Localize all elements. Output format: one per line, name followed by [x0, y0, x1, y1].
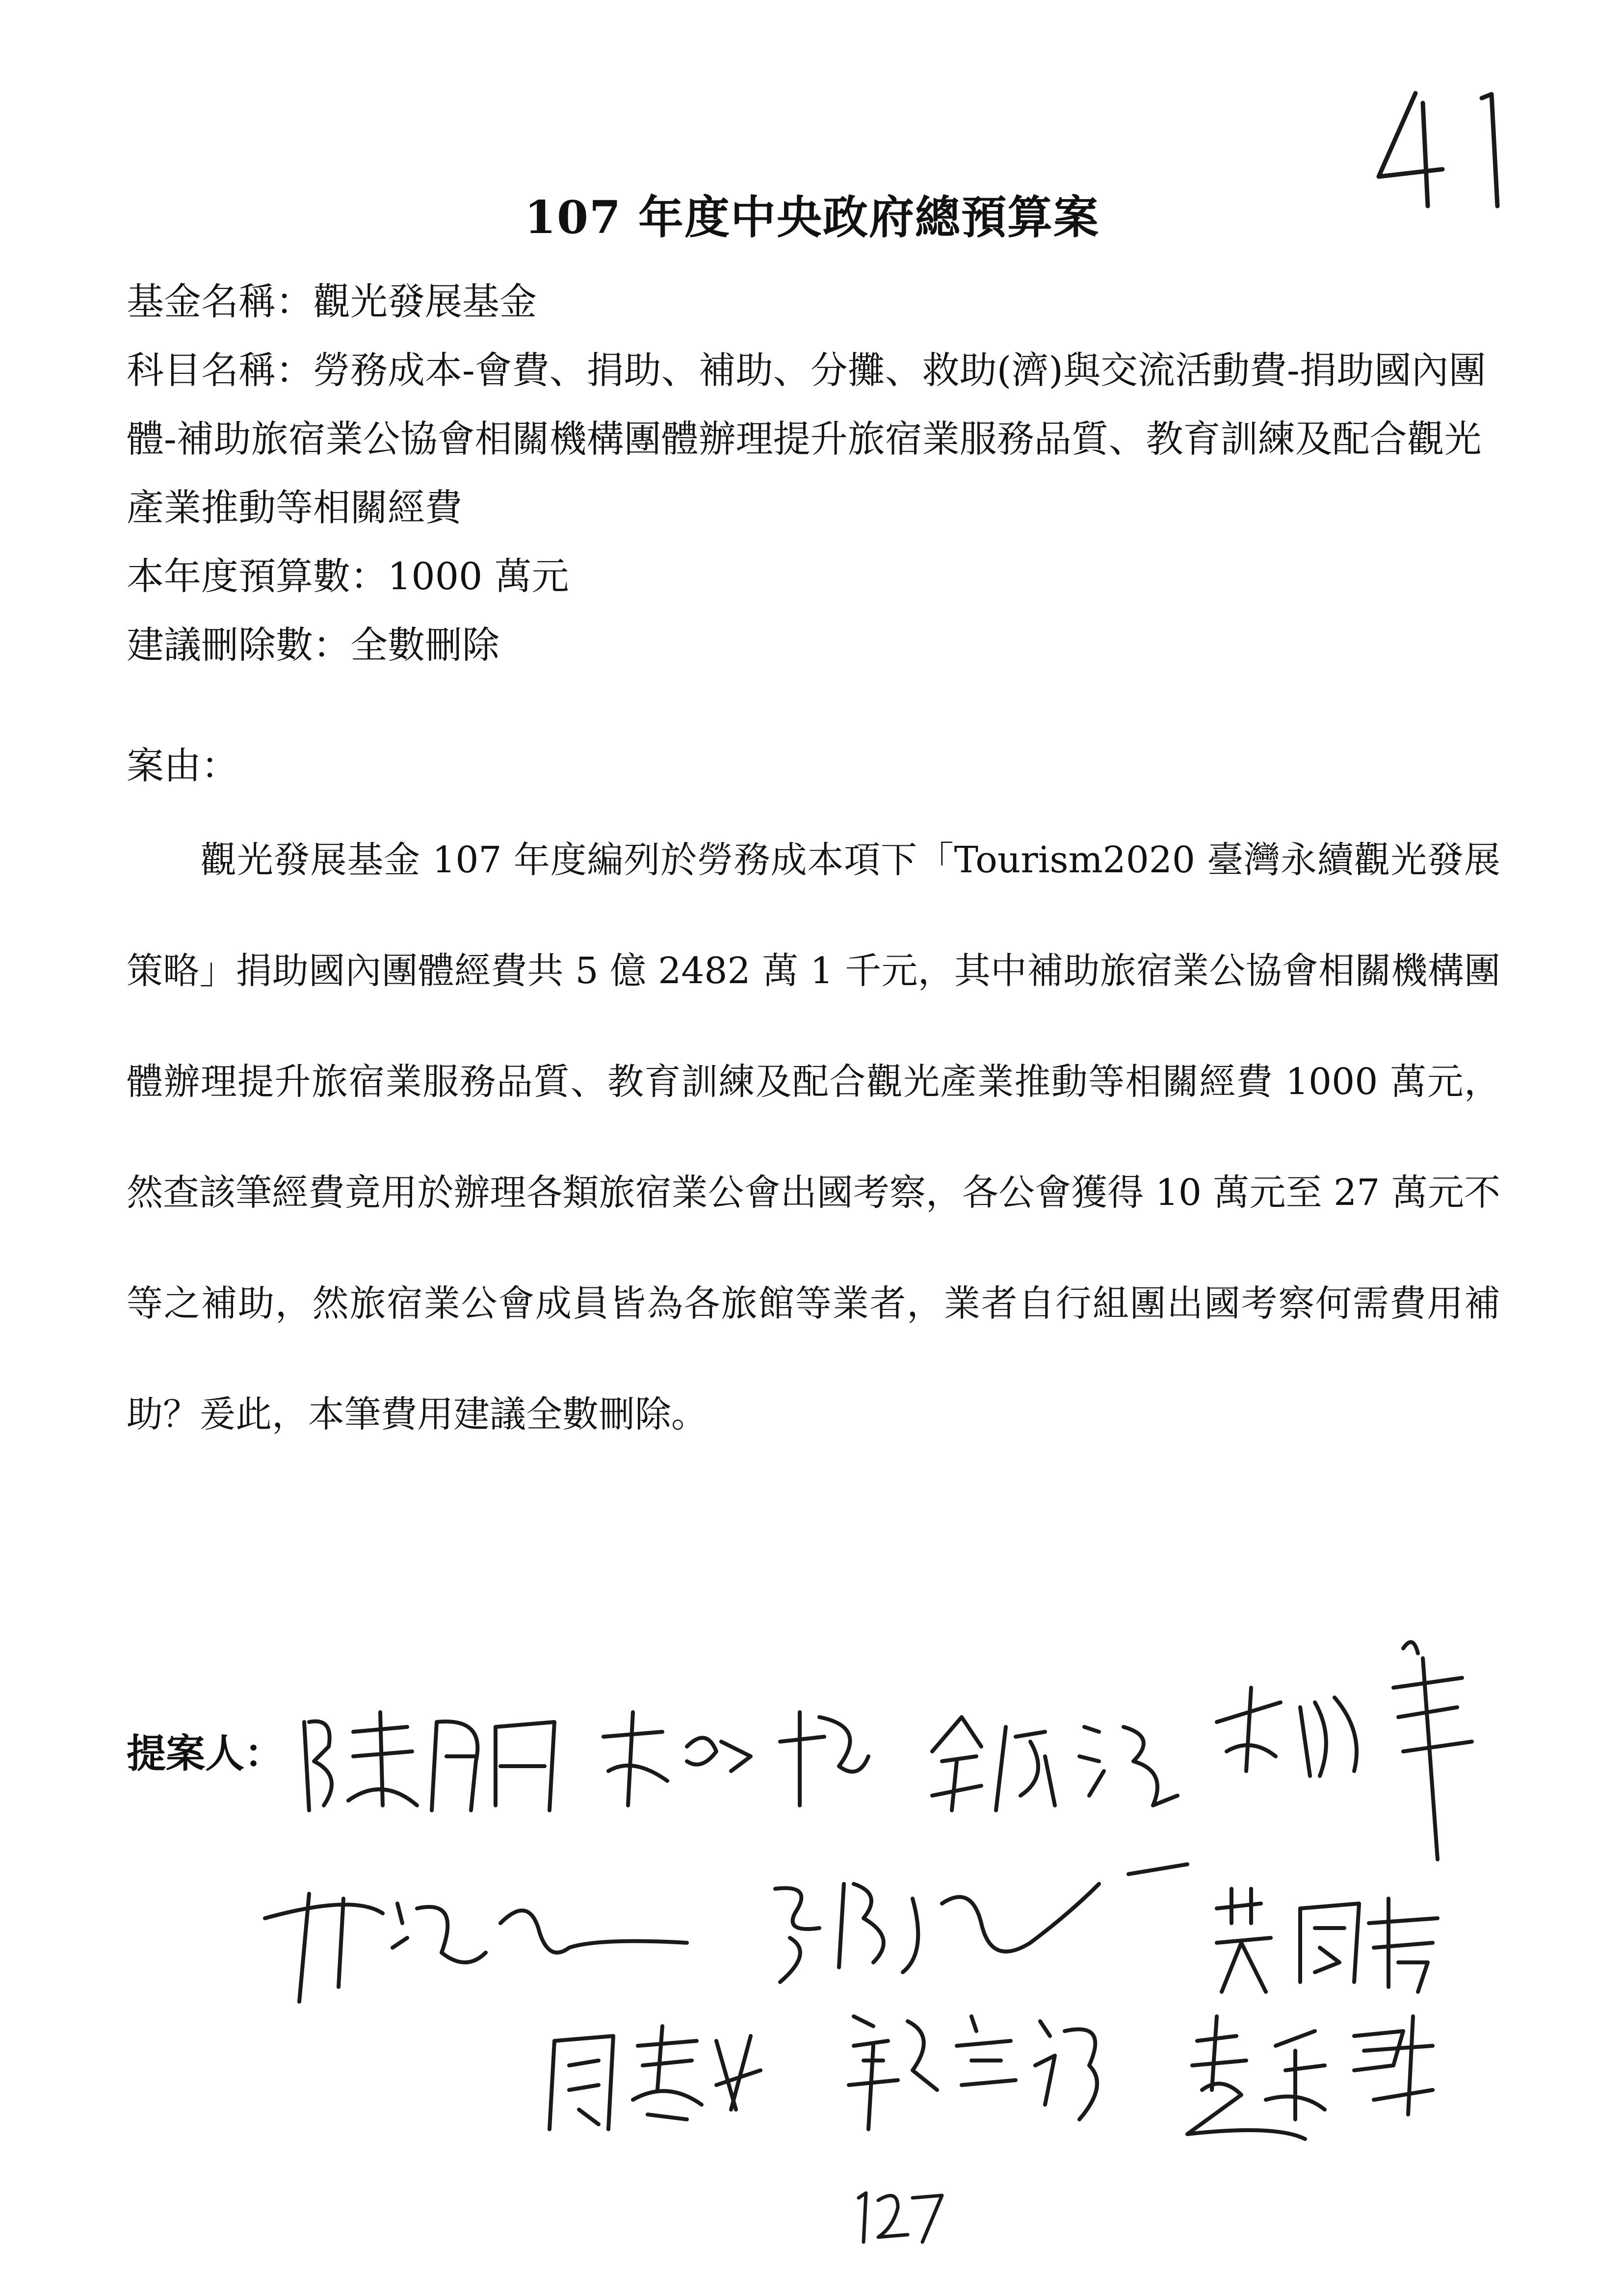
- budget-label: 本年度預算數：: [127, 554, 388, 598]
- fund-value: 觀光發展基金: [313, 280, 537, 323]
- signature-4: [1207, 1629, 1521, 1864]
- suggestion-row: [127, 611, 1505, 679]
- signature-9: [834, 1992, 1138, 2134]
- fund-label: 基金名稱：: [127, 280, 313, 323]
- signature-2: [594, 1697, 888, 1815]
- suggestion-value: 全數刪除: [350, 623, 499, 667]
- subject-label: 科目名稱：: [127, 348, 313, 392]
- budget-value: 1000 萬元: [388, 554, 569, 598]
- subject-value: 勞務成本-會費、捐助、補助、分攤、救助(濟)與交流活動費-捐助國內團體-補助旅宿業公協會相關機構團體辦理提升旅宿業服務品質、教育訓練及配合觀光產業推動等相關經費: [127, 348, 1486, 529]
- signature-10: [1178, 2002, 1452, 2144]
- suggestion-label: 建議刪除數：: [127, 623, 350, 667]
- signature-6: [756, 1854, 1197, 2002]
- signature-8: [540, 2011, 775, 2139]
- budget-metadata: [127, 267, 1505, 679]
- document-title: 107 年度中央政府總預算案: [524, 191, 1100, 244]
- signature-5: [255, 1864, 697, 2011]
- budget-row: [127, 542, 1505, 611]
- reason-label: 案由：: [127, 744, 238, 787]
- signature-3: [922, 1697, 1187, 1820]
- reason-body: 觀光發展基金 107 年度編列於勞務成本項下「Tourism2020 臺灣永續觀光發展策略」捐助國內團體經費共 5 億 2482 萬 1 千元，其中補助旅宿業公協會相關機構團體辦理提升旅宿業服務品質、教育訓練及配合觀光產業推動等相關經費 1000 萬元，然查該筆經費竟用於辦理各類旅宿業公會出國考察，各公會獲得 10 萬元至 27 萬元不等之補助，然旅宿業公會成員皆為各旅館等業者，業者自行組團出國考察何需費用補助？爰此，本筆費用建議全數刪除。: [127, 839, 1500, 1435]
- signature-1: [299, 1693, 574, 1820]
- subject-row: [127, 336, 1505, 542]
- handwritten-footer-mark: [844, 2178, 952, 2247]
- proposer-label: 提案人：: [127, 1730, 284, 1776]
- signature-7: [1202, 1874, 1477, 2002]
- fund-row: [127, 267, 1505, 336]
